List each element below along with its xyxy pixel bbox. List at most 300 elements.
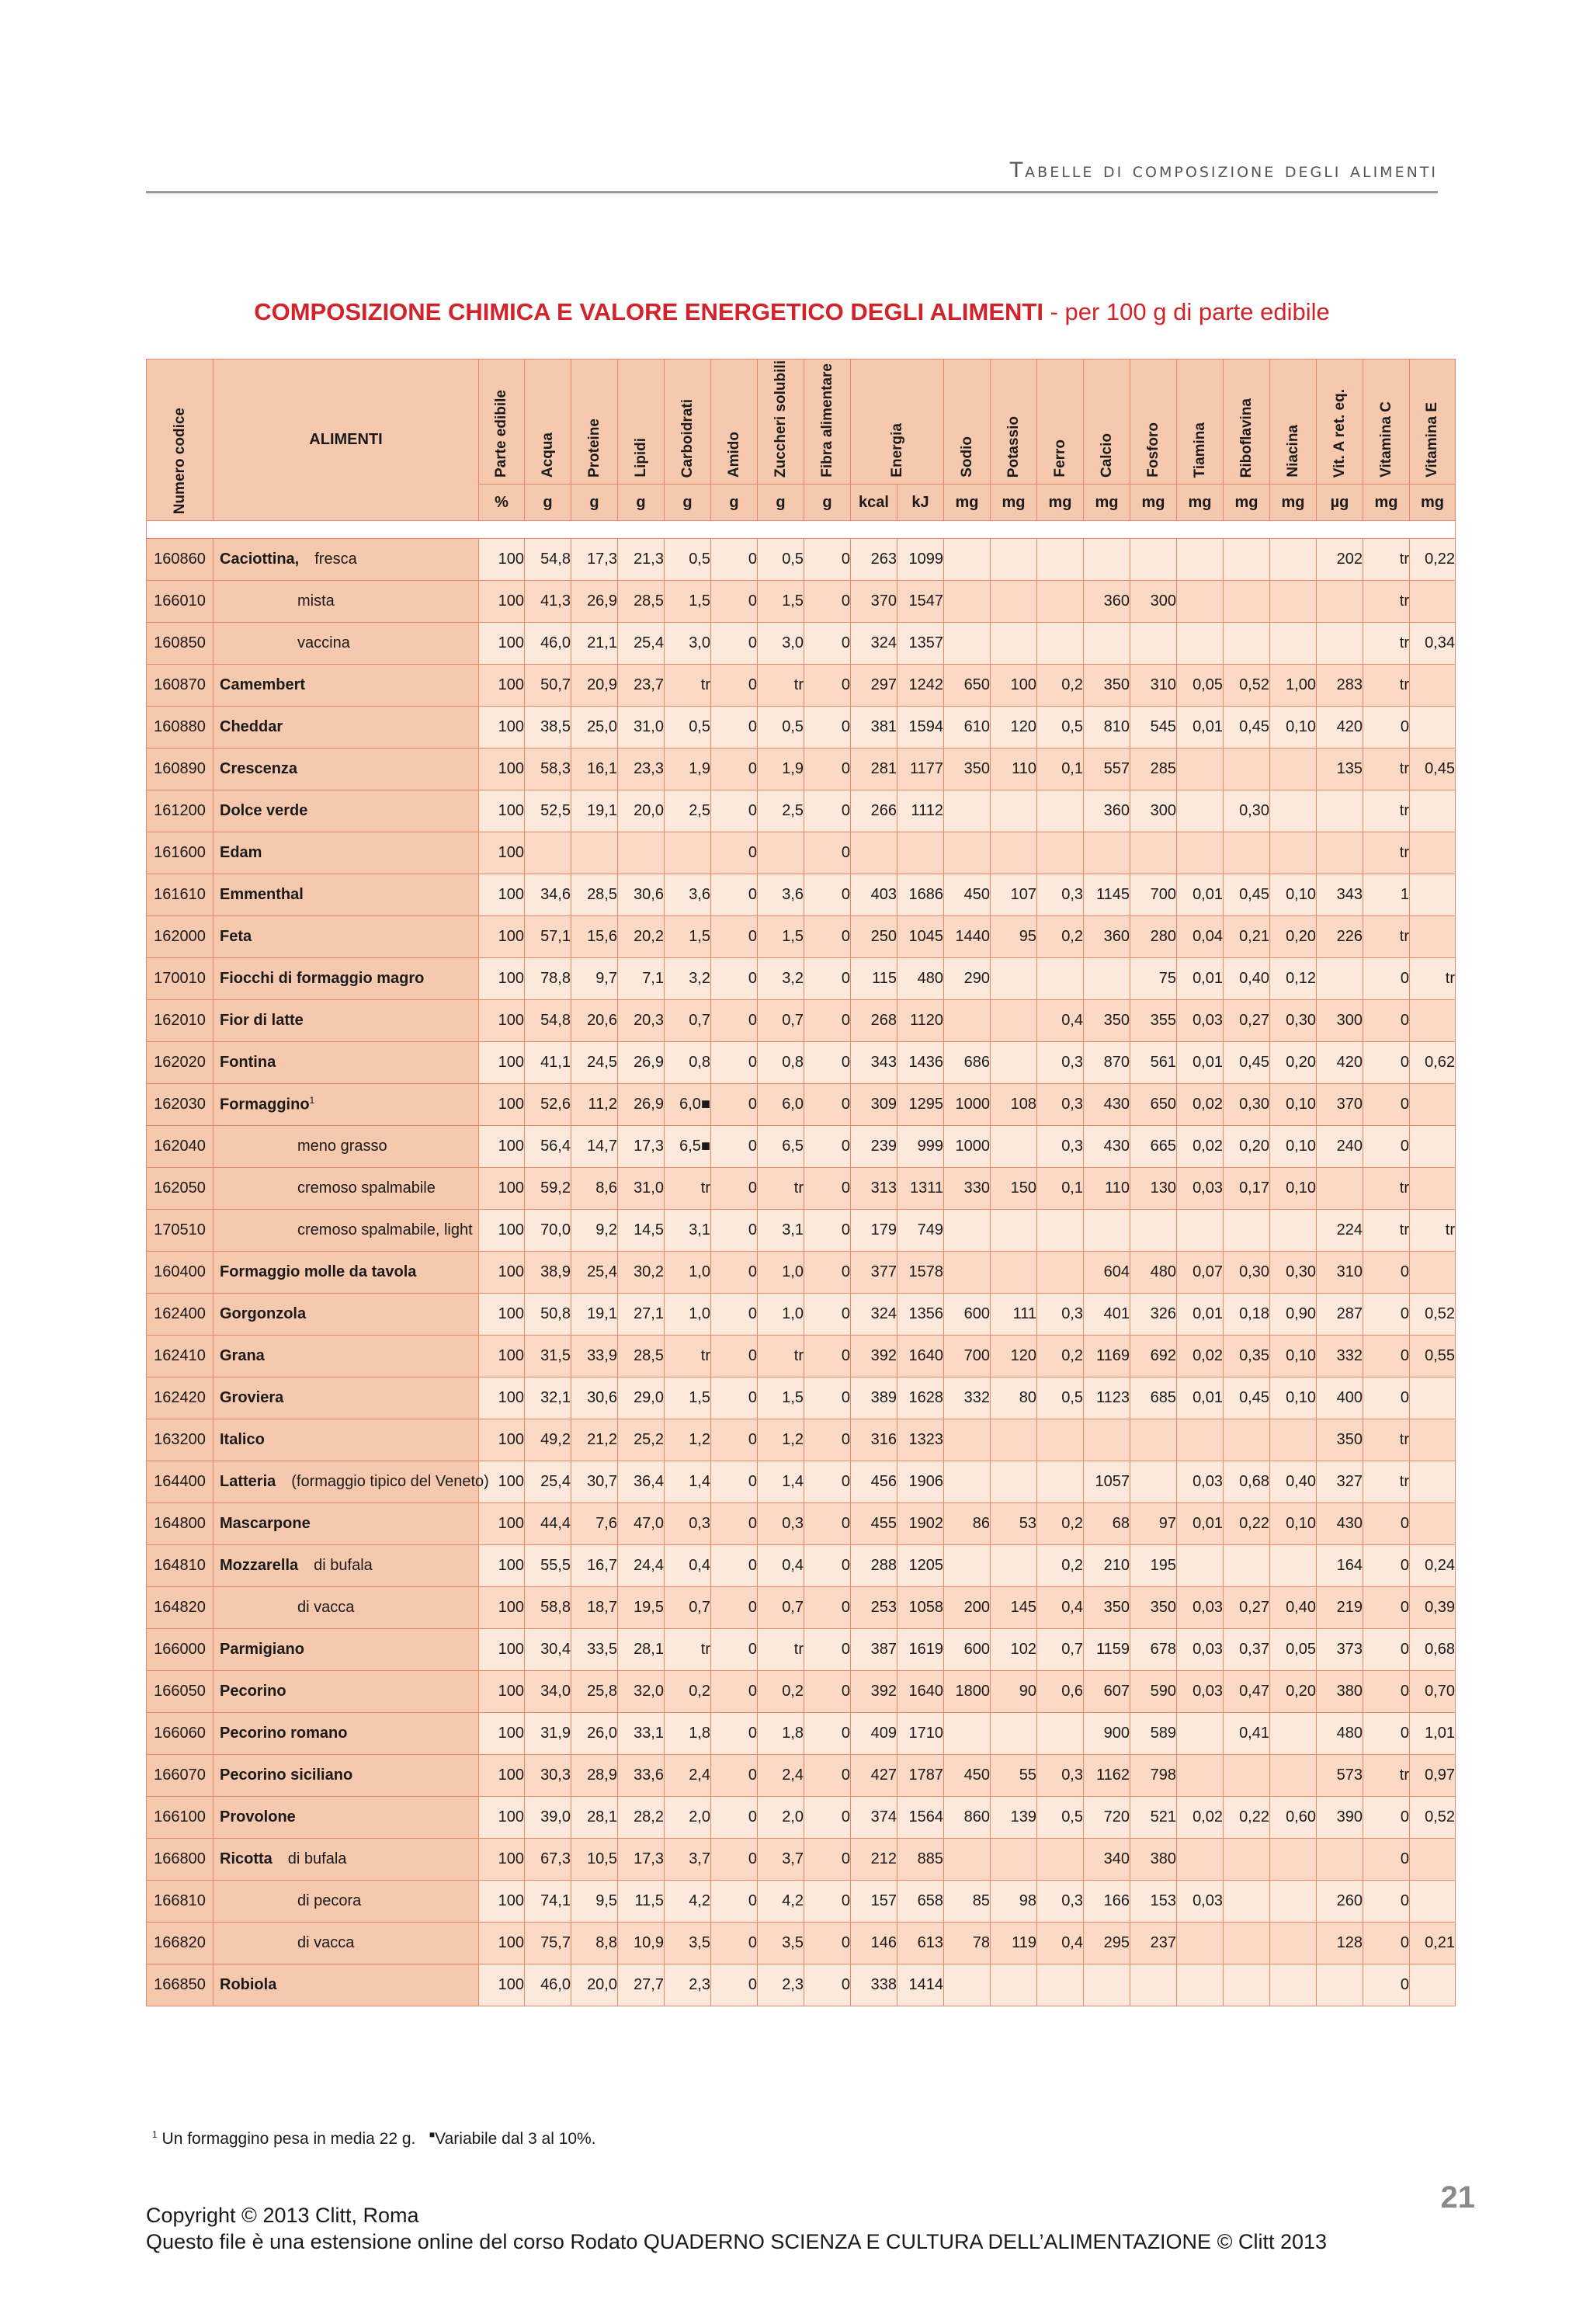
food-code: 160860: [147, 539, 214, 581]
value-cell: 100: [479, 1839, 525, 1881]
value-cell: [1177, 1964, 1224, 2006]
value-cell: 0: [711, 581, 758, 623]
value-cell: [1084, 623, 1130, 665]
value-cell: 0: [1363, 1377, 1410, 1419]
value-cell: 100: [479, 1252, 525, 1294]
value-cell: [1317, 623, 1363, 665]
header-rule: [146, 191, 1438, 193]
value-cell: 26,0: [571, 1713, 618, 1755]
value-cell: 33,5: [571, 1629, 618, 1671]
value-cell: 1902: [897, 1503, 944, 1545]
value-cell: 650: [944, 665, 991, 707]
value-cell: 0: [1363, 707, 1410, 749]
value-cell: 0,45: [1224, 707, 1270, 749]
value-cell: [944, 790, 991, 832]
food-name: [214, 623, 479, 665]
value-cell: 350: [1317, 1419, 1363, 1461]
value-cell: [1317, 790, 1363, 832]
value-cell: 0,2: [1037, 1336, 1084, 1377]
value-cell: [1224, 1545, 1270, 1587]
table-body: [147, 521, 1456, 2006]
food-name-main: Cheddar: [220, 718, 283, 735]
food-name: [214, 1252, 479, 1294]
col-calcio: Calcio: [1084, 360, 1130, 485]
value-cell: 0: [804, 1461, 851, 1503]
value-cell: 0,52: [1224, 665, 1270, 707]
value-cell: 100: [479, 1713, 525, 1755]
food-code: 166100: [147, 1797, 214, 1839]
value-cell: 26,9: [571, 581, 618, 623]
value-cell: [1177, 1923, 1224, 1964]
food-name-main: Italico: [220, 1431, 265, 1448]
value-cell: [618, 832, 665, 874]
value-cell: tr: [758, 665, 804, 707]
food-name: [214, 1042, 479, 1084]
value-cell: [1130, 1461, 1177, 1503]
value-cell: 0,4: [1037, 1923, 1084, 1964]
value-cell: 28,5: [571, 874, 618, 916]
value-cell: 0,3: [1037, 1084, 1084, 1126]
value-cell: [1270, 749, 1317, 790]
value-cell: [1317, 581, 1363, 623]
value-cell: 28,2: [618, 1797, 665, 1839]
value-cell: [1270, 581, 1317, 623]
food-name-variant: meno grasso: [297, 1138, 387, 1155]
value-cell: [571, 832, 618, 874]
value-cell: 100: [479, 1964, 525, 2006]
value-cell: 0,20: [1270, 916, 1317, 958]
value-cell: 1,2: [758, 1419, 804, 1461]
value-cell: [991, 832, 1037, 874]
unit-cell: g: [571, 485, 618, 521]
value-cell: 0,7: [665, 1587, 711, 1629]
value-cell: 16,1: [571, 749, 618, 790]
food-code: 170010: [147, 958, 214, 1000]
value-cell: 0,10: [1270, 1126, 1317, 1168]
value-cell: 0: [804, 916, 851, 958]
table-row: [147, 1168, 1456, 1210]
value-cell: 0: [711, 1713, 758, 1755]
value-cell: 1120: [897, 1000, 944, 1042]
value-cell: 0,2: [1037, 665, 1084, 707]
value-cell: 281: [851, 749, 897, 790]
value-cell: 0: [804, 1964, 851, 2006]
value-cell: 100: [479, 1168, 525, 1210]
value-cell: 268: [851, 1000, 897, 1042]
value-cell: 1: [1363, 874, 1410, 916]
value-cell: 685: [1130, 1377, 1177, 1419]
value-cell: 0,01: [1177, 1503, 1224, 1545]
value-cell: 16,7: [571, 1545, 618, 1587]
value-cell: 24,4: [618, 1545, 665, 1587]
value-cell: 999: [897, 1126, 944, 1168]
page-number: 21: [1440, 2180, 1475, 2215]
value-cell: [1177, 1839, 1224, 1881]
value-cell: 285: [1130, 749, 1177, 790]
value-cell: tr: [1363, 790, 1410, 832]
unit-cell: g: [618, 485, 665, 521]
value-cell: 0: [1363, 1923, 1410, 1964]
value-cell: 1787: [897, 1755, 944, 1797]
value-cell: 38,5: [525, 707, 571, 749]
value-cell: 0: [711, 1755, 758, 1797]
value-cell: 8,6: [571, 1168, 618, 1210]
table-row: [147, 1671, 1456, 1713]
value-cell: 100: [479, 874, 525, 916]
value-cell: 370: [851, 581, 897, 623]
value-cell: 2,4: [665, 1755, 711, 1797]
value-cell: 283: [1317, 665, 1363, 707]
value-cell: 313: [851, 1168, 897, 1210]
value-cell: 25,0: [571, 707, 618, 749]
value-cell: 0: [804, 832, 851, 874]
value-cell: 1112: [897, 790, 944, 832]
value-cell: 0,5: [758, 539, 804, 581]
value-cell: 0,2: [1037, 1503, 1084, 1545]
value-cell: [1224, 749, 1270, 790]
value-cell: 0: [1363, 1671, 1410, 1713]
value-cell: 100: [479, 916, 525, 958]
value-cell: 2,0: [758, 1797, 804, 1839]
value-cell: 68: [1084, 1503, 1130, 1545]
value-cell: 100: [479, 1210, 525, 1252]
value-cell: [1177, 623, 1224, 665]
value-cell: 0: [804, 1797, 851, 1839]
value-cell: 0,20: [1270, 1671, 1317, 1713]
food-name: [214, 832, 479, 874]
value-cell: 39,0: [525, 1797, 571, 1839]
value-cell: 1,9: [665, 749, 711, 790]
value-cell: [1130, 1964, 1177, 2006]
value-cell: 401: [1084, 1294, 1130, 1336]
value-cell: 1,5: [758, 916, 804, 958]
value-cell: 0,4: [1037, 1000, 1084, 1042]
value-cell: [991, 1000, 1037, 1042]
value-cell: 3,1: [665, 1210, 711, 1252]
value-cell: 0: [804, 707, 851, 749]
value-cell: 749: [897, 1210, 944, 1252]
value-cell: 34,6: [525, 874, 571, 916]
value-cell: 1045: [897, 916, 944, 958]
value-cell: 0,03: [1177, 1587, 1224, 1629]
value-cell: 0: [1363, 1294, 1410, 1336]
value-cell: 1,8: [758, 1713, 804, 1755]
unit-cell: mg: [1410, 485, 1456, 521]
value-cell: 10,9: [618, 1923, 665, 1964]
value-cell: [1224, 539, 1270, 581]
value-cell: [944, 1252, 991, 1294]
value-cell: 381: [851, 707, 897, 749]
value-cell: 100: [479, 832, 525, 874]
food-name: [214, 1503, 479, 1545]
value-cell: 9,2: [571, 1210, 618, 1252]
value-cell: 7,6: [571, 1503, 618, 1545]
value-cell: 0,21: [1224, 916, 1270, 958]
value-cell: 678: [1130, 1629, 1177, 1671]
value-cell: [1224, 1419, 1270, 1461]
value-cell: [1224, 1839, 1270, 1881]
value-cell: 0,02: [1177, 1336, 1224, 1377]
value-cell: 590: [1130, 1671, 1177, 1713]
value-cell: 100: [479, 1461, 525, 1503]
value-cell: 0: [711, 665, 758, 707]
value-cell: 0,10: [1270, 1503, 1317, 1545]
value-cell: 0: [1363, 1084, 1410, 1126]
value-cell: 0: [804, 1126, 851, 1168]
food-code: 166060: [147, 1713, 214, 1755]
value-cell: 343: [851, 1042, 897, 1084]
value-cell: [1270, 1839, 1317, 1881]
value-cell: 100: [479, 1126, 525, 1168]
food-name: [214, 1126, 479, 1168]
value-cell: 450: [944, 874, 991, 916]
table-row: [147, 1336, 1456, 1377]
value-cell: 6,5: [758, 1126, 804, 1168]
value-cell: 0,21: [1410, 1923, 1456, 1964]
value-cell: 0: [804, 1377, 851, 1419]
value-cell: 0: [1363, 1713, 1410, 1755]
table-row: [147, 1629, 1456, 1671]
value-cell: 0,02: [1177, 1084, 1224, 1126]
value-cell: [1270, 832, 1317, 874]
table-row: [147, 623, 1456, 665]
value-cell: 0,52: [1410, 1797, 1456, 1839]
value-cell: 100: [479, 1084, 525, 1126]
value-cell: [1130, 832, 1177, 874]
value-cell: 0,4: [758, 1545, 804, 1587]
value-cell: 0,68: [1410, 1629, 1456, 1671]
unit-cell: kJ: [897, 485, 944, 521]
value-cell: 0,22: [1410, 539, 1456, 581]
value-cell: [1410, 790, 1456, 832]
value-cell: 0,3: [665, 1503, 711, 1545]
table-row: [147, 1461, 1456, 1503]
value-cell: 17,3: [618, 1839, 665, 1881]
value-cell: 100: [479, 1042, 525, 1084]
value-cell: 17,3: [571, 539, 618, 581]
value-cell: 0: [711, 1923, 758, 1964]
value-cell: 0,37: [1224, 1629, 1270, 1671]
value-cell: 0,01: [1177, 1294, 1224, 1336]
value-cell: 102: [991, 1629, 1037, 1671]
value-cell: 28,5: [618, 581, 665, 623]
value-cell: 0,07: [1177, 1252, 1224, 1294]
food-name: [214, 1419, 479, 1461]
value-cell: 46,0: [525, 1964, 571, 2006]
col-riboflavina: Riboflavina: [1224, 360, 1270, 485]
value-cell: 200: [944, 1587, 991, 1629]
value-cell: 0,10: [1270, 874, 1317, 916]
value-cell: 650: [1130, 1084, 1177, 1126]
value-cell: 19,5: [618, 1587, 665, 1629]
food-name-main: Crescenza: [220, 760, 298, 777]
value-cell: [991, 1713, 1037, 1755]
value-cell: 0,30: [1224, 790, 1270, 832]
value-cell: 0: [804, 1210, 851, 1252]
value-cell: [991, 1964, 1037, 2006]
table-row: [147, 665, 1456, 707]
food-name: [214, 1923, 479, 1964]
value-cell: 0: [804, 1336, 851, 1377]
value-cell: 210: [1084, 1545, 1130, 1587]
unit-cell: mg: [1270, 485, 1317, 521]
value-cell: [1177, 1545, 1224, 1587]
food-name-variant: cremoso spalmabile: [297, 1179, 436, 1197]
value-cell: 1169: [1084, 1336, 1130, 1377]
table-title-main: COMPOSIZIONE CHIMICA E VALORE ENERGETICO DEGLI ALIMENTI: [254, 298, 1043, 325]
value-cell: [991, 1461, 1037, 1503]
value-cell: 240: [1317, 1126, 1363, 1168]
col-potassio: Potassio: [991, 360, 1037, 485]
value-cell: 0,12: [1270, 958, 1317, 1000]
value-cell: 27,7: [618, 1964, 665, 2006]
value-cell: [991, 790, 1037, 832]
value-cell: 0: [711, 1210, 758, 1252]
food-name-variant: di vacca: [297, 1599, 355, 1616]
value-cell: 350: [1130, 1587, 1177, 1629]
value-cell: 2,5: [758, 790, 804, 832]
value-cell: 0: [804, 623, 851, 665]
value-cell: 75: [1130, 958, 1177, 1000]
food-name: [214, 1377, 479, 1419]
value-cell: 0,27: [1224, 1000, 1270, 1042]
value-cell: 33,1: [618, 1713, 665, 1755]
value-cell: [1224, 1881, 1270, 1923]
footnote-text-2: Variabile dal 3 al 10%.: [435, 2130, 596, 2148]
food-code: 166820: [147, 1923, 214, 1964]
value-cell: 1205: [897, 1545, 944, 1587]
value-cell: [1224, 832, 1270, 874]
value-cell: 0: [804, 1294, 851, 1336]
value-cell: 561: [1130, 1042, 1177, 1084]
value-cell: 80: [991, 1377, 1037, 1419]
value-cell: 607: [1084, 1671, 1130, 1713]
footnote: [152, 2129, 596, 2149]
value-cell: 1440: [944, 916, 991, 958]
value-cell: 3,6: [758, 874, 804, 916]
value-cell: 111: [991, 1294, 1037, 1336]
value-cell: 30,3: [525, 1755, 571, 1797]
value-cell: 456: [851, 1461, 897, 1503]
food-code: 164400: [147, 1461, 214, 1503]
value-cell: 0: [711, 1252, 758, 1294]
value-cell: 23,3: [618, 749, 665, 790]
value-cell: 90: [991, 1671, 1037, 1713]
value-cell: tr: [1410, 1210, 1456, 1252]
value-cell: 0,40: [1224, 958, 1270, 1000]
value-cell: 1547: [897, 581, 944, 623]
food-code: 162030: [147, 1084, 214, 1126]
food-name-main: Provolone: [220, 1808, 296, 1826]
value-cell: 1058: [897, 1587, 944, 1629]
table-row: [147, 1419, 1456, 1461]
value-cell: 32,1: [525, 1377, 571, 1419]
value-cell: 521: [1130, 1797, 1177, 1839]
value-cell: 32,0: [618, 1671, 665, 1713]
value-cell: [1410, 1084, 1456, 1126]
value-cell: 0: [804, 1881, 851, 1923]
value-cell: [1410, 916, 1456, 958]
food-name-variant: di vacca: [297, 1934, 355, 1951]
col-niacina: Niacina: [1270, 360, 1317, 485]
food-name-main: Formaggio molle da tavola: [220, 1263, 417, 1280]
value-cell: 360: [1084, 581, 1130, 623]
food-name-variant: vaccina: [297, 634, 350, 651]
value-cell: 860: [944, 1797, 991, 1839]
value-cell: 0,03: [1177, 1881, 1224, 1923]
value-cell: 0,03: [1177, 1000, 1224, 1042]
value-cell: 0: [1363, 1503, 1410, 1545]
value-cell: 332: [944, 1377, 991, 1419]
value-cell: 1057: [1084, 1461, 1130, 1503]
value-cell: 15,6: [571, 916, 618, 958]
square-icon: ■: [429, 2129, 436, 2140]
value-cell: 6,0■: [665, 1084, 711, 1126]
value-cell: 613: [897, 1923, 944, 1964]
col-parte-edibile: Parte edibile: [479, 360, 525, 485]
col-ferro: Ferro: [1037, 360, 1084, 485]
value-cell: 14,7: [571, 1126, 618, 1168]
value-cell: [991, 1210, 1037, 1252]
value-cell: 10,5: [571, 1839, 618, 1881]
value-cell: 0: [711, 1377, 758, 1419]
food-name-main: Emmenthal: [220, 886, 304, 903]
value-cell: 0,1: [1037, 749, 1084, 790]
value-cell: 0: [711, 1000, 758, 1042]
value-cell: 0,01: [1177, 1377, 1224, 1419]
table-row: [147, 1587, 1456, 1629]
value-cell: 0,3: [1037, 1881, 1084, 1923]
col-fosforo: Fosforo: [1130, 360, 1177, 485]
value-cell: 1,01: [1410, 1713, 1456, 1755]
value-cell: 1640: [897, 1671, 944, 1713]
value-cell: 0: [711, 1294, 758, 1336]
value-cell: 280: [1130, 916, 1177, 958]
value-cell: 195: [1130, 1545, 1177, 1587]
value-cell: 658: [897, 1881, 944, 1923]
value-cell: [1177, 581, 1224, 623]
value-cell: 1800: [944, 1671, 991, 1713]
value-cell: 70,0: [525, 1210, 571, 1252]
food-name: [214, 1881, 479, 1923]
food-name-main: Parmigiano: [220, 1641, 304, 1658]
value-cell: 0,45: [1224, 1042, 1270, 1084]
value-cell: 870: [1084, 1042, 1130, 1084]
value-cell: 0,8: [758, 1042, 804, 1084]
value-cell: 26,9: [618, 1042, 665, 1084]
footnote-text-1: Un formaggino pesa in media 22 g.: [157, 2130, 416, 2148]
value-cell: 0: [711, 1168, 758, 1210]
value-cell: 350: [1084, 1587, 1130, 1629]
value-cell: 0,24: [1410, 1545, 1456, 1587]
value-cell: [758, 832, 804, 874]
value-cell: 297: [851, 665, 897, 707]
table-row: [147, 707, 1456, 749]
value-cell: 100: [479, 1587, 525, 1629]
value-cell: 1,0: [758, 1252, 804, 1294]
value-cell: 300: [1317, 1000, 1363, 1042]
value-cell: [1177, 749, 1224, 790]
value-cell: 0: [804, 1923, 851, 1964]
food-name-main: Dolce verde: [220, 802, 308, 819]
value-cell: 326: [1130, 1294, 1177, 1336]
value-cell: 810: [1084, 707, 1130, 749]
value-cell: [1224, 581, 1270, 623]
value-cell: 0,30: [1224, 1084, 1270, 1126]
value-cell: 0: [1363, 1252, 1410, 1294]
value-cell: 900: [1084, 1713, 1130, 1755]
value-cell: 0: [804, 874, 851, 916]
